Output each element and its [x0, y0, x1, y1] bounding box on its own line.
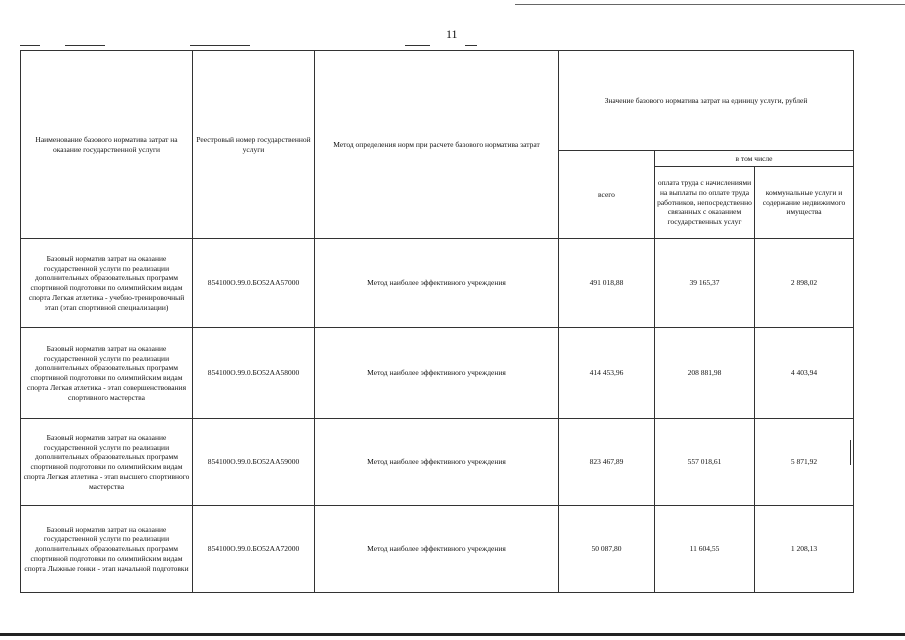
- header-labor: оплата труда с начислениями на выплаты по оплате труда работников, непосредственно связанных с оказанием государственных услуг: [655, 167, 755, 239]
- scan-mark: [465, 45, 477, 46]
- header-method: Метод определения норм при расчете базового норматива затрат: [315, 51, 559, 239]
- table-row: [21, 239, 854, 328]
- row-total: 50 087,80: [559, 506, 655, 593]
- row-registry-number: 854100О.99.0.БО52АА59000: [193, 419, 315, 506]
- header-name: Наименование базового норматива затрат на оказание государственной услуги: [21, 51, 193, 239]
- header-registry-number: Реестровый номер государственной услуги: [193, 51, 315, 239]
- scan-mark: [405, 45, 430, 46]
- row-utilities: 4 403,94: [755, 328, 854, 419]
- row-total: 414 453,96: [559, 328, 655, 419]
- row-registry-number: 854100О.99.0.БО52АА72000: [193, 506, 315, 593]
- row-name: Базовый норматив затрат на оказание государственной услуги по реализации дополнительных образовательных программ спортивной подготовки по олимпийским видам спорта Легкая атлетика - учебно-тренировочный этап (этап спортивной специализации): [21, 239, 193, 328]
- bottom-scan-rule: [0, 633, 905, 636]
- row-method: Метод наиболее эффективного учреждения: [315, 419, 559, 506]
- page-number: 11: [446, 27, 458, 41]
- row-name: Базовый норматив затрат на оказание государственной услуги по реализации дополнительных образовательных программ спортивной подготовки по олимпийским видам спорта Легкая атлетика - этап высшего спортивного мастерства: [21, 419, 193, 506]
- header-total: всего: [559, 151, 655, 239]
- header-including: в том числе: [655, 151, 854, 167]
- row-total: 823 467,89: [559, 419, 655, 506]
- row-utilities: 5 871,92: [755, 419, 854, 506]
- row-registry-number: 854100О.99.0.БО52АА58000: [193, 328, 315, 419]
- row-method: Метод наиболее эффективного учреждения: [315, 506, 559, 593]
- row-labor: 208 881,98: [655, 328, 755, 419]
- row-utilities: 1 208,13: [755, 506, 854, 593]
- row-labor: 39 165,37: [655, 239, 755, 328]
- row-utilities: 2 898,02: [755, 239, 854, 328]
- table-row: [21, 419, 854, 506]
- row-total: 491 018,88: [559, 239, 655, 328]
- row-registry-number: 854100О.99.0.БО52АА57000: [193, 239, 315, 328]
- row-labor: 557 018,61: [655, 419, 755, 506]
- table-row: [21, 328, 854, 419]
- scan-mark: [20, 45, 40, 46]
- top-scan-rule: [515, 4, 905, 5]
- scan-mark: [190, 45, 250, 46]
- scan-mark: [65, 45, 105, 46]
- header-utilities: коммунальные услуги и содержание недвижимого имущества: [755, 167, 854, 239]
- row-method: Метод наиболее эффективного учреждения: [315, 328, 559, 419]
- cost-norms-table: [20, 50, 854, 593]
- row-name: Базовый норматив затрат на оказание государственной услуги по реализации дополнительных образовательных программ спортивной подготовки по олимпийским видам спорта Легкая атлетика - этап совершенствования спортивного мастерства: [21, 328, 193, 419]
- scan-mark: [850, 440, 851, 465]
- scan-mark: [20, 490, 21, 515]
- row-method: Метод наиболее эффективного учреждения: [315, 239, 559, 328]
- header-value-group: Значение базового норматива затрат на единицу услуги, рублей: [559, 51, 854, 151]
- row-labor: 11 604,55: [655, 506, 755, 593]
- row-name: Базовый норматив затрат на оказание государственной услуги по реализации дополнительных образовательных программ спортивной подготовки по олимпийским видам спорта Лыжные гонки - этап начальной подготовки: [21, 506, 193, 593]
- table-row: [21, 506, 854, 593]
